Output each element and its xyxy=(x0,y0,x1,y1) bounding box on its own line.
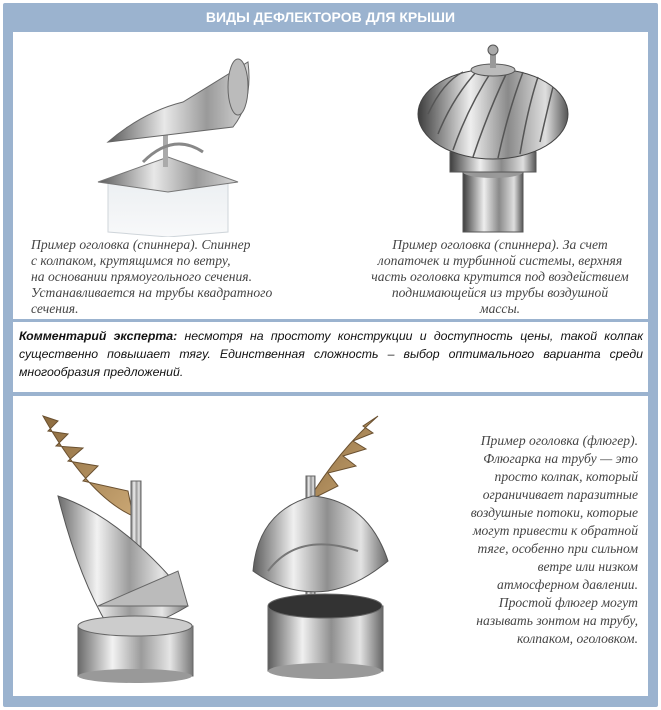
top-panel xyxy=(13,32,648,319)
square-spinner-caption: Пример оголовка (спиннера). Спиннер с колпаком, крутящимся по ветру, на основании прямоугольного сечения. Устанавливается на трубы квадратного сечения. xyxy=(31,237,273,316)
turbine-spinner-caption: Пример оголовка (спиннера). За счет лопаточек и турбинной системы, верхняя часть оголовка крутится под воздействием поднимающейся из трубы воздушной массы. xyxy=(371,237,629,316)
weathervane-caption: Пример оголовка (флюгер). Флюгарка на трубу — это просто колпак, который ограничивает паразитные воздушные потоки, которые могут привести к обратной тяге, особенно при сильном ветре или низком атмосферном давлении. Простой флюгер могут называть зонтом на трубу, колпаком, оголовком. xyxy=(470,433,638,646)
expert-comment-panel xyxy=(13,322,648,392)
page-title: ВИДЫ ДЕФЛЕКТОРОВ ДЛЯ КРЫШИ xyxy=(205,9,456,25)
weathervane-cap-image-right xyxy=(238,411,398,686)
turbine-spinner-image xyxy=(408,42,578,237)
expert-comment-text: несмотря на простоту конструкции и доступность цены, такой колпак существенно повышает тягу. Единственная сложность – выбор оптимального варианта среди многообразия предложений. xyxy=(19,329,644,379)
weathervane-cap-image-left xyxy=(38,406,208,686)
bottom-panel xyxy=(13,396,648,696)
expert-comment xyxy=(19,327,643,381)
expert-comment-label: Комментарий эксперта: xyxy=(19,329,178,343)
square-spinner-image xyxy=(83,42,253,237)
infographic-frame xyxy=(3,3,658,707)
